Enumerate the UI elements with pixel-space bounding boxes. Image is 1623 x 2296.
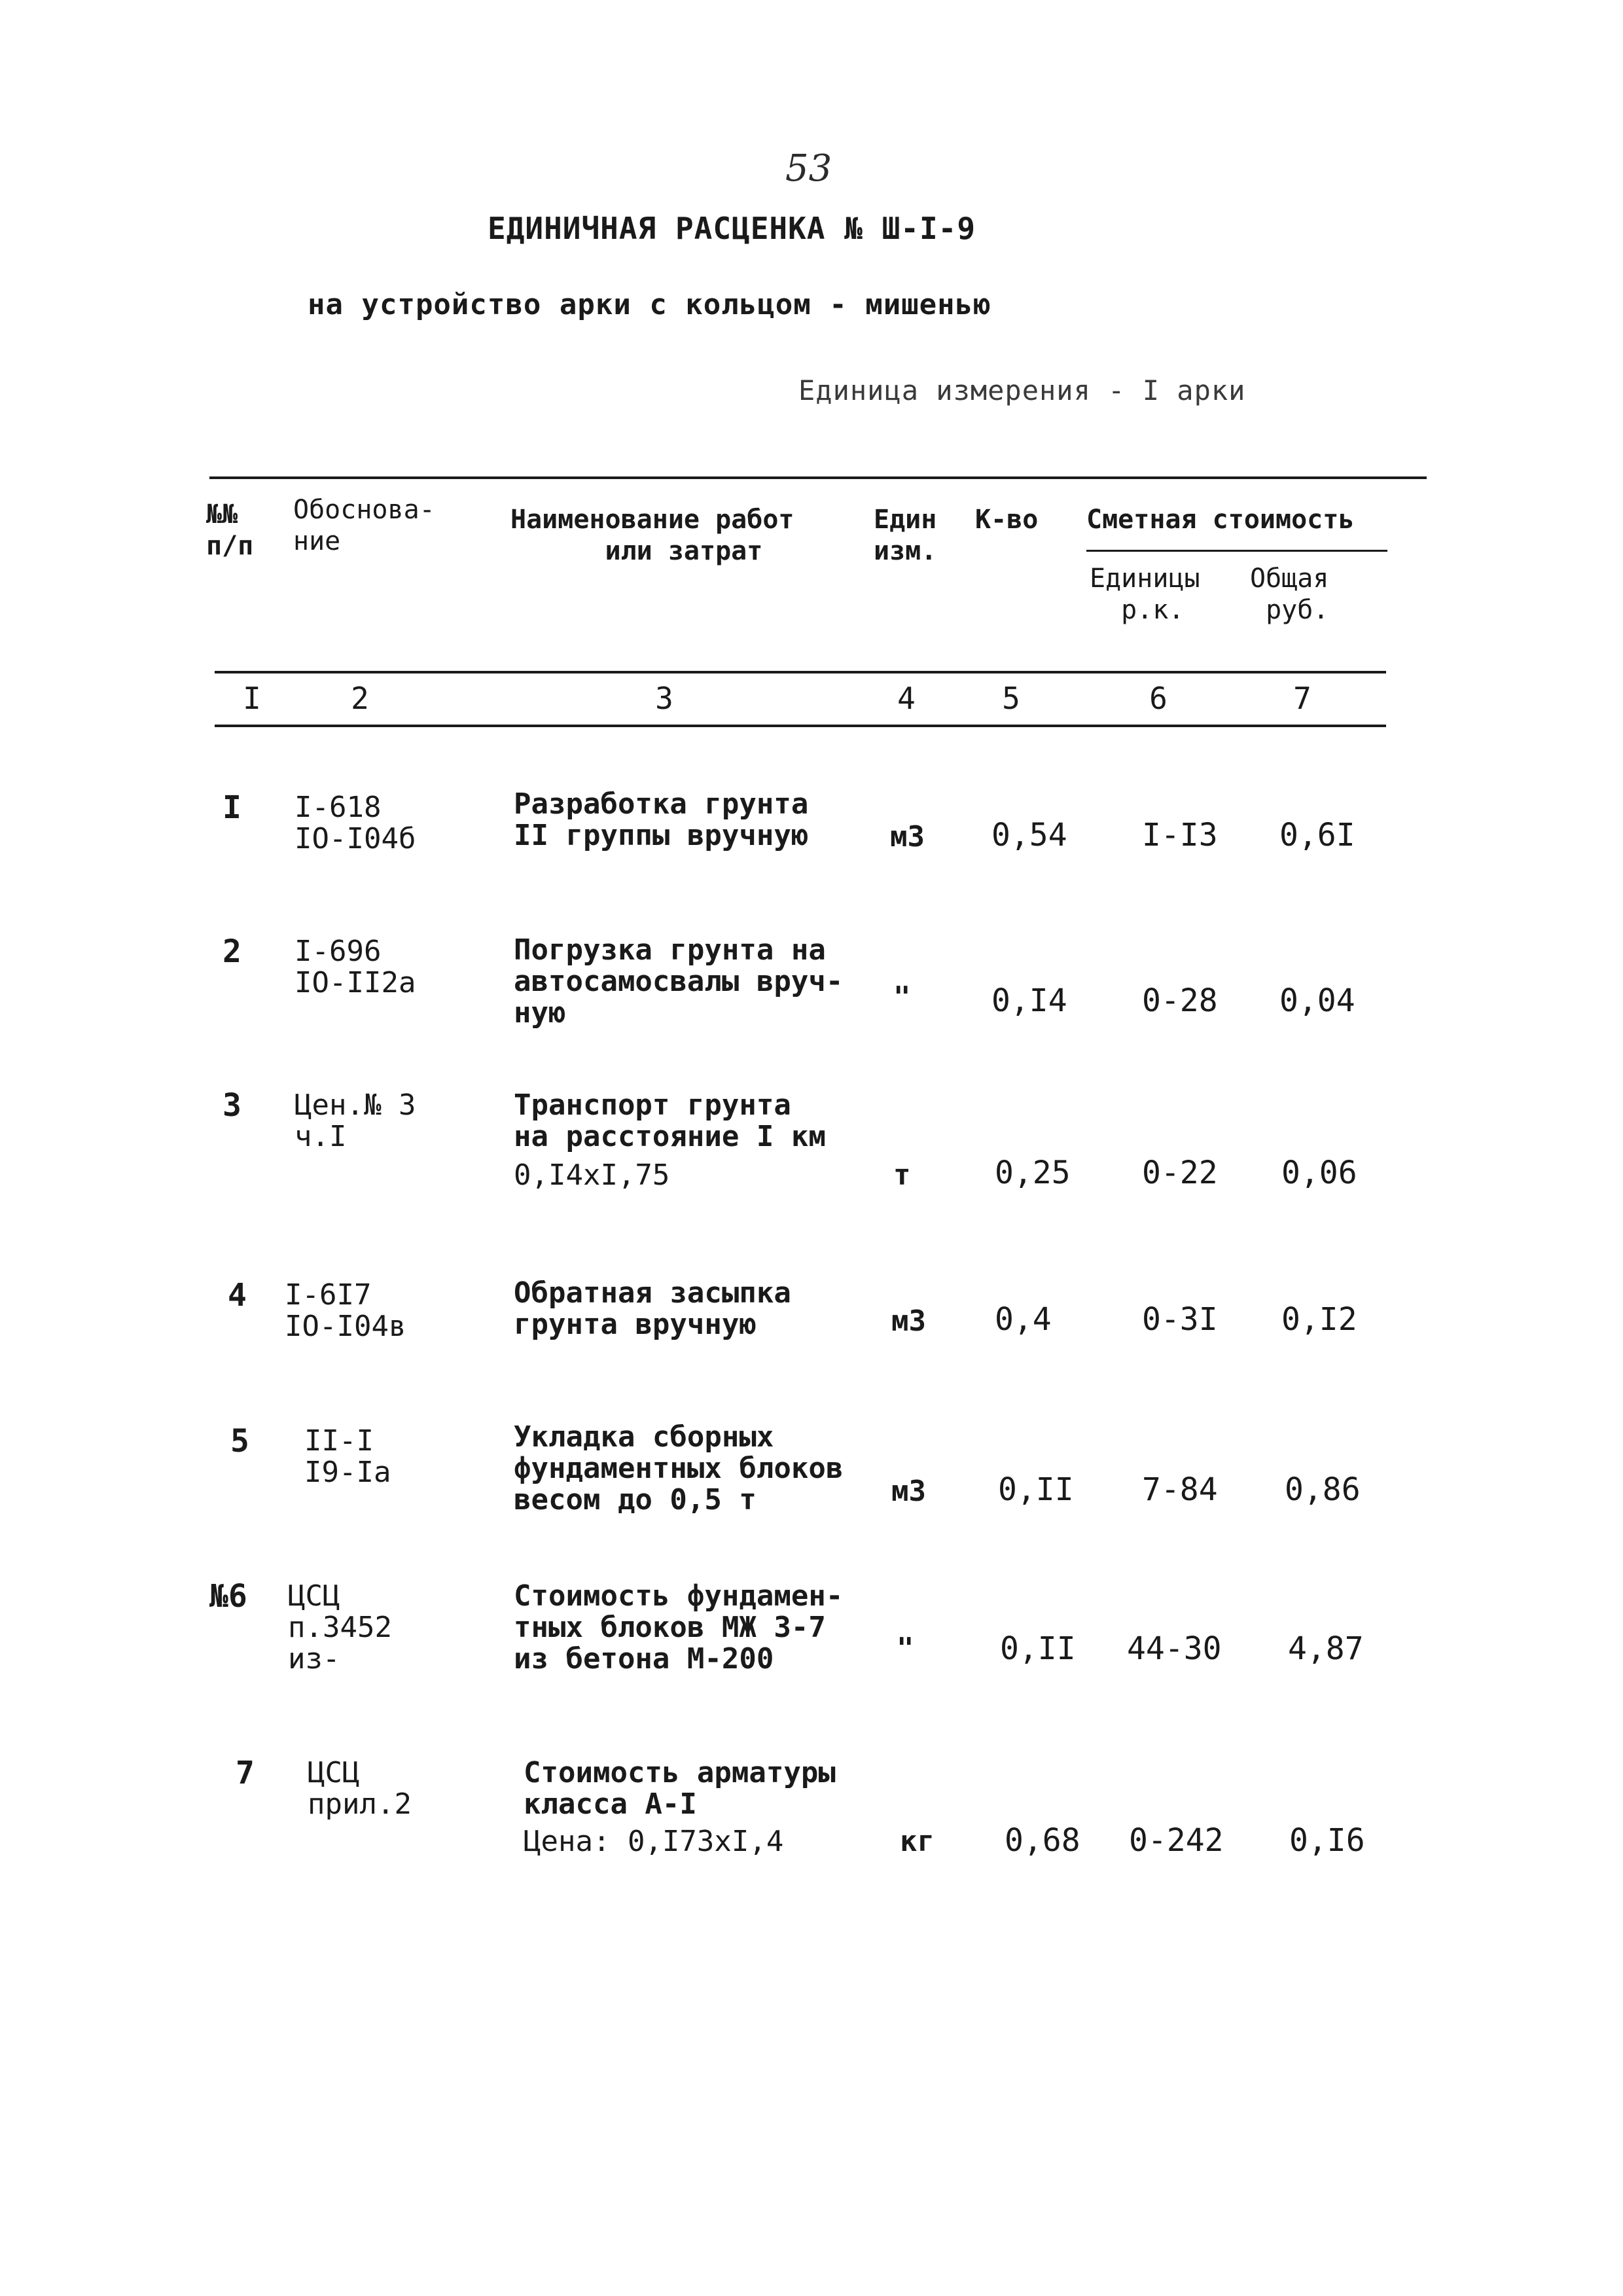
column-number-4: 4 <box>897 681 916 716</box>
table-top-rule <box>209 476 1427 479</box>
table-row-total: 0,86 <box>1285 1471 1361 1508</box>
header-row-number: №№ п/п <box>206 499 254 561</box>
table-row-total: 4,87 <box>1288 1630 1364 1667</box>
table-row-unit-cost: 44-30 <box>1127 1630 1222 1667</box>
table-row-unit: " <box>897 1632 914 1665</box>
table-row-total: 0,6I <box>1279 817 1355 853</box>
table-row-total: 0,04 <box>1279 982 1355 1019</box>
table-row-unit-cost: I-I3 <box>1142 817 1218 853</box>
table-row-work-name: Погрузка грунта на автосамосвалы вруч- ную <box>514 933 844 1030</box>
table-row-work-name: Транспорт грунта на расстояние I км <box>514 1088 826 1153</box>
column-numbers-top-rule <box>215 671 1386 673</box>
table-row-unit: м3 <box>891 1475 926 1508</box>
table-row-basis: ЦСЦ прил.2 <box>308 1756 412 1821</box>
table-row-quantity: 0,II <box>1000 1630 1076 1667</box>
table-row-basis: I-618 IO-I04б <box>294 791 416 855</box>
table-row-total: 0,06 <box>1281 1155 1357 1191</box>
table-row-work-name: Укладка сборных фундаментных блоков весом до 0,5 т <box>514 1420 844 1516</box>
table-row-basis: Цен.№ 3 ч.I <box>294 1088 416 1153</box>
table-row-quantity: 0,I4 <box>991 982 1067 1019</box>
unit-of-measure: Единица измерения - I арки <box>798 374 1246 406</box>
table-row-unit: м3 <box>891 1304 926 1338</box>
cost-group-rule <box>1086 550 1387 552</box>
table-row-unit: м3 <box>890 820 925 853</box>
header-basis: Обоснова- ние <box>293 495 435 556</box>
table-row-work-name: Разработка грунта II группы вручную <box>514 787 809 852</box>
table-row-unit-cost: 0-3I <box>1142 1301 1218 1338</box>
table-row-total: 0,I6 <box>1289 1822 1365 1859</box>
table-row-number: №6 <box>209 1578 247 1615</box>
table-row-unit-cost: 0-28 <box>1142 982 1218 1019</box>
header-quantity: К-во <box>975 505 1039 535</box>
column-number-2: 2 <box>351 681 369 716</box>
table-row-basis: I-696 IO-II2а <box>294 935 416 999</box>
table-row-number: 3 <box>223 1087 241 1124</box>
header-cost-per-unit: Единицы р.к. <box>1090 564 1200 625</box>
table-row-unit-cost: 0-22 <box>1142 1155 1218 1191</box>
column-number-6: 6 <box>1149 681 1168 716</box>
table-row-quantity: 0,25 <box>995 1155 1071 1191</box>
column-number-1: I <box>243 681 261 716</box>
table-row-calculation: 0,I4xI,75 <box>514 1158 670 1192</box>
table-row-unit: кг <box>900 1825 935 1858</box>
table-row-work-name: Стоимость арматуры класса А-I <box>524 1756 836 1821</box>
table-row-work-name: Обратная засыпка грунта вручную <box>514 1276 791 1341</box>
table-row-quantity: 0,II <box>998 1471 1074 1508</box>
table-row-number: 2 <box>223 933 241 970</box>
table-row-number: 5 <box>230 1423 249 1460</box>
header-cost-total: Общая руб. <box>1250 564 1329 625</box>
table-row-number: I <box>223 789 241 826</box>
table-row-work-name: Стоимость фундамен- тных блоков МЖ 3-7 из бетона М-200 <box>514 1579 844 1676</box>
table-row-basis: I-6I7 IO-I04в <box>285 1278 406 1343</box>
table-row-quantity: 0,54 <box>991 817 1067 853</box>
table-row-unit-cost: 0-242 <box>1129 1822 1224 1859</box>
table-row-total: 0,I2 <box>1281 1301 1357 1338</box>
table-row-basis: II-I I9-Iа <box>304 1424 391 1489</box>
header-work-name: Наименование работ или затрат <box>510 505 794 566</box>
table-row-unit: " <box>893 980 911 1014</box>
page-number: 53 <box>785 147 832 190</box>
table-row-unit: т <box>893 1158 911 1192</box>
table-row-calculation: Цена: 0,I73xI,4 <box>524 1825 784 1858</box>
table-row-number: 4 <box>228 1277 247 1314</box>
header-estimated-cost: Сметная стоимость <box>1086 505 1355 535</box>
document-title: ЕДИНИЧНАЯ РАСЦЕНКА № Ш-I-9 <box>488 211 976 246</box>
table-row-quantity: 0,4 <box>995 1301 1052 1338</box>
table-row-unit-cost: 7-84 <box>1142 1471 1218 1508</box>
column-numbers-bottom-rule <box>215 725 1386 727</box>
column-number-3: 3 <box>655 681 673 716</box>
table-row-quantity: 0,68 <box>1005 1822 1080 1859</box>
column-number-5: 5 <box>1002 681 1020 716</box>
document-subtitle: на устройство арки с кольцом - мишенью <box>308 288 991 321</box>
table-row-basis: ЦСЦ п.3452 из- <box>288 1579 392 1676</box>
table-row-number: 7 <box>236 1755 255 1791</box>
header-unit: Един изм. <box>874 505 937 566</box>
column-number-7: 7 <box>1293 681 1311 716</box>
